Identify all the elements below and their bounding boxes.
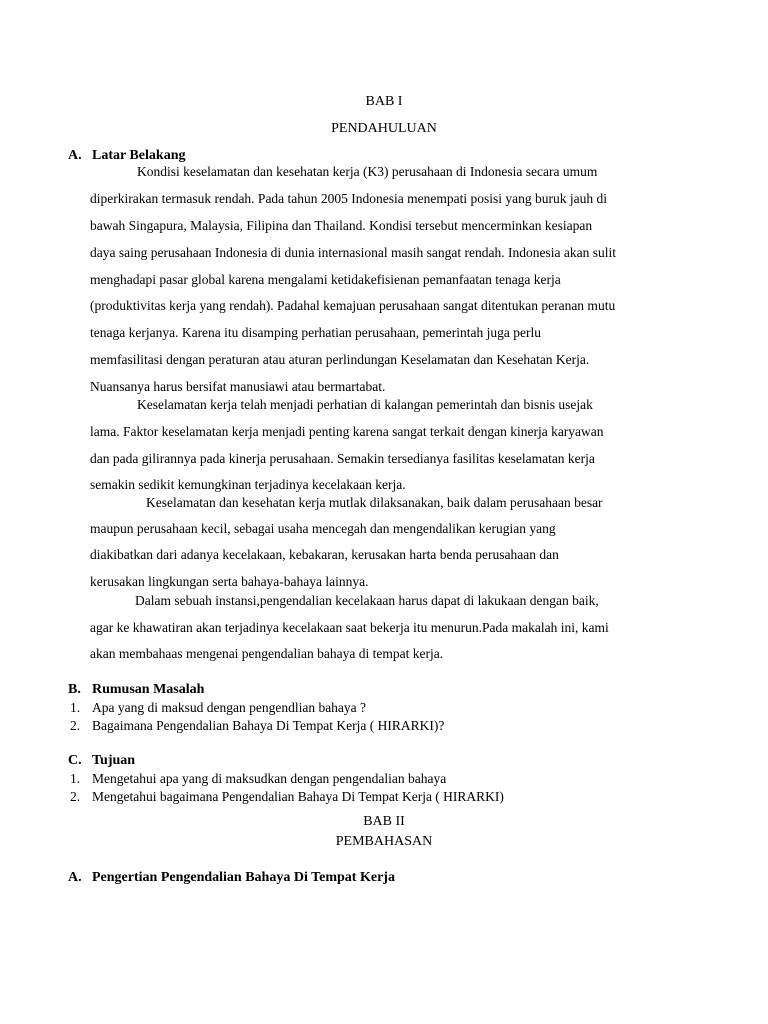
list-item bbox=[70, 789, 504, 805]
list-text: Bagaimana Pengendalian Bahaya Di Tempat Kerja ( HIRARKI)? bbox=[92, 718, 445, 733]
paragraph-line: Nuansanya harus bersifat manusiawi atau bermartabat. bbox=[90, 379, 386, 394]
chapter-subtitle: PEMBAHASAN bbox=[335, 834, 433, 849]
section-title: Latar Belakang bbox=[92, 148, 186, 163]
chapter-title: BAB I bbox=[365, 94, 403, 109]
paragraph-line: daya saing perusahaan Indonesia di dunia internasional masih sangat rendah. Indonesia akan sulit bbox=[90, 245, 616, 260]
list-item bbox=[70, 700, 366, 716]
section-title: Tujuan bbox=[92, 753, 136, 768]
paragraph-line: lama. Faktor keselamatan kerja menjadi penting karena sangat terkait dengan kinerja karyawan bbox=[90, 424, 604, 439]
section-letter: A. bbox=[68, 148, 82, 163]
list-number: 1. bbox=[70, 700, 81, 715]
section-title: Pengertian Pengendalian Bahaya Di Tempat Kerja bbox=[92, 870, 395, 885]
paragraph-line: Kondisi keselamatan dan kesehatan kerja (K3) perusahaan di Indonesia secara umum bbox=[137, 164, 598, 179]
paragraph-line: dan pada gilirannya pada kinerja perusahaan. Semakin tersedianya fasilitas keselamatan kerja bbox=[90, 451, 595, 466]
paragraph-line: agar ke khawatiran akan terjadinya kecelakaan saat bekerja itu menurun.Pada makalah ini, kami bbox=[90, 620, 609, 635]
paragraph-line: diperkirakan termasuk rendah. Pada tahun 2005 Indonesia menempati posisi yang buruk jauh di bbox=[90, 191, 607, 206]
list-text: Mengetahui bagaimana Pengendalian Bahaya Di Tempat Kerja ( HIRARKI) bbox=[92, 789, 504, 804]
paragraph-line: diakibatkan dari adanya kecelakaan, kebakaran, kerusakan harta benda perusahaan dan bbox=[90, 547, 559, 562]
section-heading-latar-belakang bbox=[68, 148, 185, 164]
paragraph-line: Keselamatan dan kesehatan kerja mutlak dilaksanakan, baik dalam perusahaan besar bbox=[146, 495, 603, 510]
section-heading-rumusan-masalah bbox=[68, 682, 204, 698]
paragraph-line: menghadapi pasar global karena mengalami ketidakefisienan pemanfaatan tenaga kerja bbox=[90, 272, 561, 287]
list-number: 1. bbox=[70, 771, 81, 786]
paragraph-line: kerusakan lingkungan serta bahaya-bahaya lainnya. bbox=[90, 574, 369, 589]
section-title: Rumusan Masalah bbox=[92, 682, 205, 697]
section-letter: B. bbox=[68, 682, 81, 697]
chapter-title: BAB II bbox=[363, 814, 405, 829]
section-heading-tujuan bbox=[68, 753, 135, 769]
paragraph-line: tenaga kerjanya. Karena itu disamping perhatian perusahaan, pemerintah juga perlu bbox=[90, 325, 541, 340]
paragraph-line: Dalam sebuah instansi,pengendalian kecelakaan harus dapat di lakukaan dengan baik, bbox=[135, 593, 599, 608]
section-letter: C. bbox=[68, 753, 82, 768]
paragraph-line: bawah Singapura, Malaysia, Filipina dan Thailand. Kondisi tersebut mencerminkan kesiapan bbox=[90, 218, 593, 233]
paragraph-line: maupun perusahaan kecil, sebagai usaha mencegah dan mengendalikan kerugian yang bbox=[90, 521, 556, 536]
chapter-subtitle: PENDAHULUAN bbox=[331, 121, 437, 136]
list-item bbox=[70, 771, 446, 787]
list-item bbox=[70, 718, 444, 734]
list-text: Apa yang di maksud dengan pengendlian bahaya ? bbox=[92, 700, 367, 715]
list-number: 2. bbox=[70, 789, 81, 804]
section-heading-pengertian bbox=[68, 870, 395, 886]
paragraph-line: memfasilitasi dengan peraturan atau aturan perlindungan Keselamatan dan Kesehatan Kerja. bbox=[90, 352, 590, 367]
paragraph-line: semakin sedikit kemungkinan terjadinya kecelakaan kerja. bbox=[90, 477, 406, 492]
list-text: Mengetahui apa yang di maksudkan dengan pengendalian bahaya bbox=[92, 771, 447, 786]
paragraph-line: Keselamatan kerja telah menjadi perhatian di kalangan pemerintah dan bisnis usejak bbox=[137, 397, 593, 412]
list-number: 2. bbox=[70, 718, 81, 733]
paragraph-line: akan membahaas mengenai pengendalian bahaya di tempat kerja. bbox=[90, 646, 444, 661]
section-letter: A. bbox=[68, 870, 82, 885]
paragraph-line: (produktivitas kerja yang rendah). Padahal kemajuan perusahaan sangat ditentukan peranan mutu bbox=[90, 298, 616, 313]
